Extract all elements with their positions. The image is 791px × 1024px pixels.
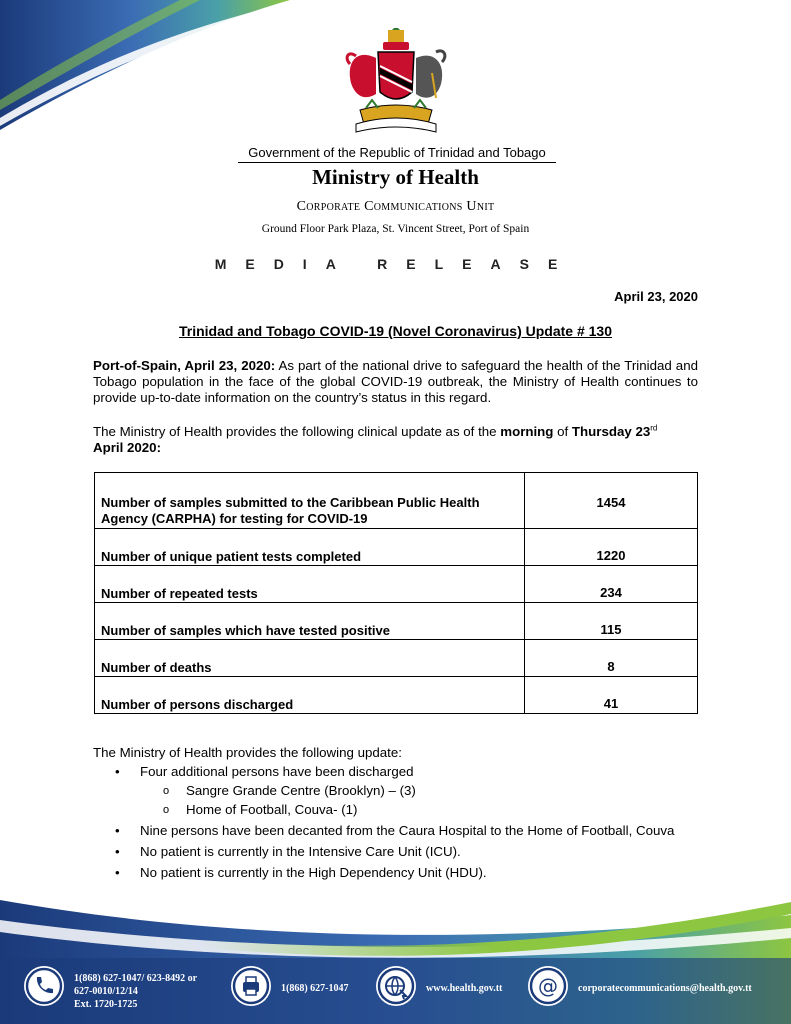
website-link[interactable]: www.health.gov.tt [426, 983, 503, 994]
svg-text:@: @ [538, 974, 558, 998]
email-at-icon [528, 966, 568, 1006]
government-heading: Government of the Republic of Trinidad and Tobago [238, 145, 556, 163]
globe-icon [376, 966, 416, 1006]
stat-label: Number of persons discharged [95, 677, 525, 714]
media-release-heading: MEDIA RELEASE [214, 256, 577, 272]
stat-label: Number of deaths [95, 640, 525, 677]
stat-label: Number of repeated tests [95, 566, 525, 603]
bullet-icon: • [115, 823, 120, 838]
table-row [95, 677, 698, 714]
fax-icon [231, 966, 271, 1006]
stat-value: 234 [525, 566, 698, 603]
bullet-icon: • [115, 844, 120, 859]
stat-value: 1454 [525, 473, 698, 529]
ministry-title: Ministry of Health [312, 165, 479, 189]
phone-icon [24, 966, 64, 1006]
clinical-update-paragraph [93, 424, 698, 456]
table-row [95, 529, 698, 566]
stat-value: 115 [525, 603, 698, 640]
stat-label: Number of samples which have tested positive [95, 603, 525, 640]
table-row [95, 473, 698, 529]
clinical-stats-table [94, 472, 698, 714]
release-headline: Trinidad and Tobago COVID-19 (Novel Coronavirus) Update # 130 [178, 323, 613, 339]
clinical-morning: morning [500, 424, 554, 439]
intro-lead: Port-of-Spain, April 23, 2020: [93, 358, 276, 373]
bullet-icon: • [115, 865, 120, 880]
stat-value: 8 [525, 640, 698, 677]
release-date: April 23, 2020 [614, 289, 698, 304]
table-row [95, 566, 698, 603]
stat-label: Number of unique patient tests completed [95, 529, 525, 566]
fax-number: 1(868) 627-1047 [281, 983, 349, 994]
circle-bullet-icon: o [163, 804, 170, 816]
list-item: • No patient is currently in the Intensive Care Unit (ICU). [115, 844, 461, 859]
clinical-end: April 2020: [93, 440, 161, 455]
intro-paragraph [93, 358, 698, 406]
list-item: • Nine persons have been decanted from the Caura Hospital to the Home of Football, Couva [115, 823, 675, 838]
clinical-day: Thursday 23 [571, 424, 651, 439]
stat-value: 1220 [525, 529, 698, 566]
update-intro: The Ministry of Health provides the following update: [93, 745, 402, 760]
clinical-prefix: The Ministry of Health provides the following clinical update as of the [93, 424, 501, 439]
table-row [95, 603, 698, 640]
clinical-of: of [553, 424, 572, 439]
address-line: Ground Floor Park Plaza, St. Vincent Street, Port of Spain [261, 223, 530, 235]
unit-title: Corporate Communications Unit [296, 199, 495, 214]
stat-label: Number of samples submitted to the Caribbean Public Health Agency (CARPHA) for testing for COVID-19 [95, 473, 525, 529]
list-item: o Home of Football, Couva- (1) [163, 802, 358, 817]
circle-bullet-icon: o [163, 785, 170, 797]
update-list [93, 764, 733, 884]
bullet-icon: • [115, 764, 120, 779]
email-link[interactable]: corporatecommunications@health.gov.tt [578, 983, 752, 994]
list-item: o Sangre Grande Centre (Brooklyn) – (3) [163, 783, 416, 798]
list-item: • No patient is currently in the High Dependency Unit (HDU). [115, 865, 487, 880]
table-row [95, 640, 698, 677]
list-item: • Four additional persons have been discharged [115, 764, 414, 779]
clinical-day-suffix: rd [650, 423, 658, 433]
stat-value: 41 [525, 677, 698, 714]
intro-text: As part of the national drive to safeguard the health of the Trinidad and Tobago population in the face of the global COVID-19 outbreak, the Ministry of Health continues to provide up-to-date information on the country’s status in this regard. [93, 358, 698, 405]
coat-of-arms-emblem [336, 28, 456, 138]
phone-numbers: 1(868) 627-1047/ 623-8492 or 627-0010/12/14 Ext. 1720-1725 [74, 973, 198, 1010]
